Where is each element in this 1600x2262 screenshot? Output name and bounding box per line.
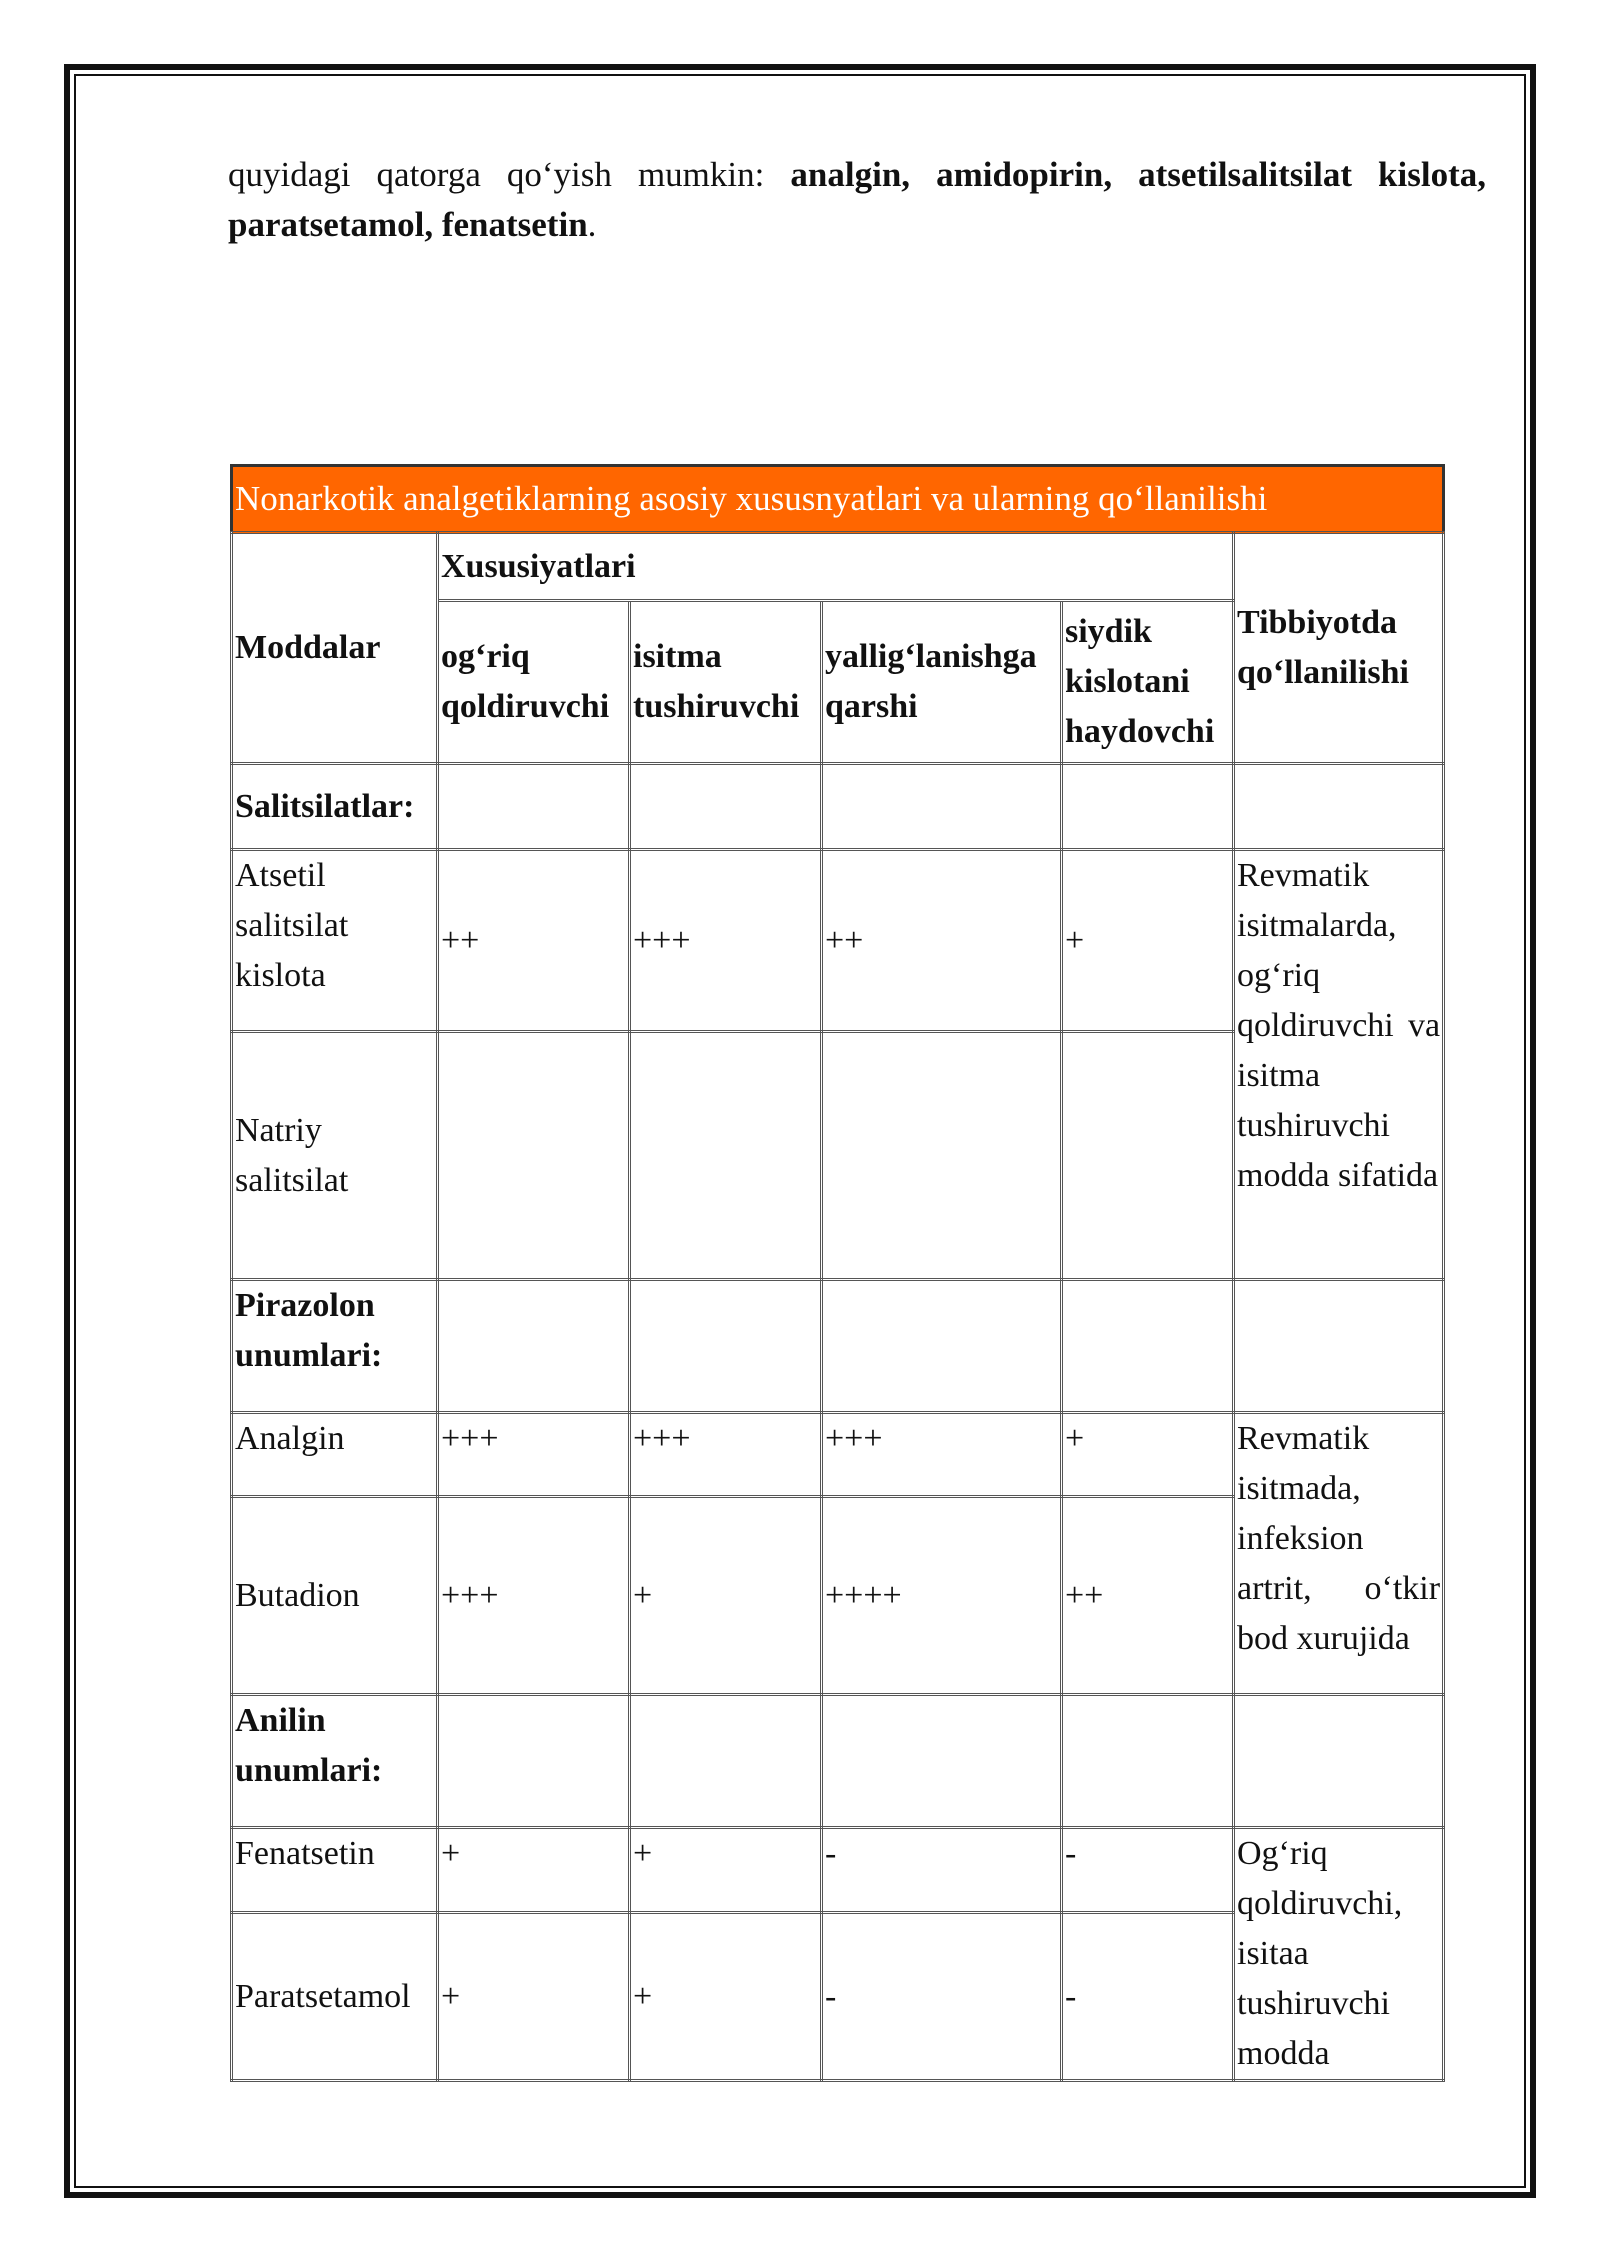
header-tibbiyotda: Tibbiyotda qo‘llanilishi xyxy=(1234,533,1444,764)
value-cell: +++ xyxy=(438,1413,630,1497)
value-cell: +++ xyxy=(630,1413,822,1497)
value-cell: +++ xyxy=(822,1413,1062,1497)
value-cell xyxy=(822,1032,1062,1280)
table-row xyxy=(232,1413,1444,1497)
row-name: Atsetil salitsilat kislota xyxy=(232,850,438,1032)
row-name: Fenatsetin xyxy=(232,1828,438,1913)
value-cell: ++ xyxy=(438,850,630,1032)
table-cell xyxy=(1234,764,1444,850)
value-cell: + xyxy=(438,1828,630,1913)
group-name: Salitsilatlar: xyxy=(232,764,438,850)
value-cell: - xyxy=(1062,1828,1234,1913)
table-cell xyxy=(438,1280,630,1413)
table-cell xyxy=(438,1695,630,1828)
table-cell xyxy=(438,764,630,850)
group-name: Anilin unumlari: xyxy=(232,1695,438,1828)
value-cell: ++ xyxy=(1062,1497,1234,1695)
value-cell: ++++ xyxy=(822,1497,1062,1695)
table-cell xyxy=(1234,1695,1444,1828)
table-cell xyxy=(1062,764,1234,850)
value-cell: + xyxy=(630,1913,822,2081)
table-cell xyxy=(630,764,822,850)
usage-cell: Og‘riq qoldiruvchi, isitaa tushiruvchi modda xyxy=(1234,1828,1444,2081)
usage-cell: Revmatik isitmada, infeksion artrit, o‘tkir bod xurujida xyxy=(1234,1413,1444,1695)
table-cell xyxy=(822,1280,1062,1413)
table-cell xyxy=(630,1695,822,1828)
header-moddalar: Moddalar xyxy=(232,533,438,764)
intro-bold-list: analgin, amidopirin, atsetilsalitsilat kislota, paratsetamol, fenatsetin xyxy=(228,155,1486,244)
row-name: Natriy salitsilat xyxy=(232,1032,438,1280)
value-cell: - xyxy=(822,1913,1062,2081)
table-row xyxy=(232,1828,1444,1913)
row-name: Analgin xyxy=(232,1413,438,1497)
table-cell xyxy=(1062,1695,1234,1828)
table-cell xyxy=(1234,1280,1444,1413)
value-cell: + xyxy=(630,1497,822,1695)
header-isitma: isitma tushiruvchi xyxy=(630,601,822,764)
header-yalliglanish: yallig‘lanishga qarshi xyxy=(822,601,1062,764)
table-cell xyxy=(822,764,1062,850)
value-cell: ++ xyxy=(822,850,1062,1032)
value-cell: + xyxy=(1062,1413,1234,1497)
value-cell: + xyxy=(438,1913,630,2081)
table-cell xyxy=(1062,1280,1234,1413)
table-cell xyxy=(630,1280,822,1413)
header-ogriq: og‘riq qoldiruvchi xyxy=(438,601,630,764)
value-cell: - xyxy=(822,1828,1062,1913)
value-cell: - xyxy=(1062,1913,1234,2081)
row-name: Butadion xyxy=(232,1497,438,1695)
value-cell: +++ xyxy=(438,1497,630,1695)
value-cell xyxy=(1062,1032,1234,1280)
table-row xyxy=(232,850,1444,1032)
table-caption: Nonarkotik analgetiklarning asosiy xususnyatlari va ularning qo‘llanilishi xyxy=(232,466,1444,533)
row-name: Paratsetamol xyxy=(232,1913,438,2081)
header-xususiyatlari: Xususiyatlari xyxy=(438,533,1234,601)
value-cell: +++ xyxy=(630,850,822,1032)
value-cell xyxy=(438,1032,630,1280)
group-name: Pirazolon unumlari: xyxy=(232,1280,438,1413)
usage-cell: Revmatik isitmalarda, og‘riq qoldiruvchi va isitma tushiruvchi modda sifatida xyxy=(1234,850,1444,1280)
value-cell xyxy=(630,1032,822,1280)
header-siydik: siydik kislotani haydovchi xyxy=(1062,601,1234,764)
analgesics-table xyxy=(230,464,1445,2082)
value-cell: + xyxy=(630,1828,822,1913)
table-cell xyxy=(822,1695,1062,1828)
intro-paragraph xyxy=(228,150,1486,250)
intro-lead: quyidagi qatorga qo‘yish mumkin: xyxy=(228,155,791,194)
intro-end: . xyxy=(587,205,597,244)
value-cell: + xyxy=(1062,850,1234,1032)
